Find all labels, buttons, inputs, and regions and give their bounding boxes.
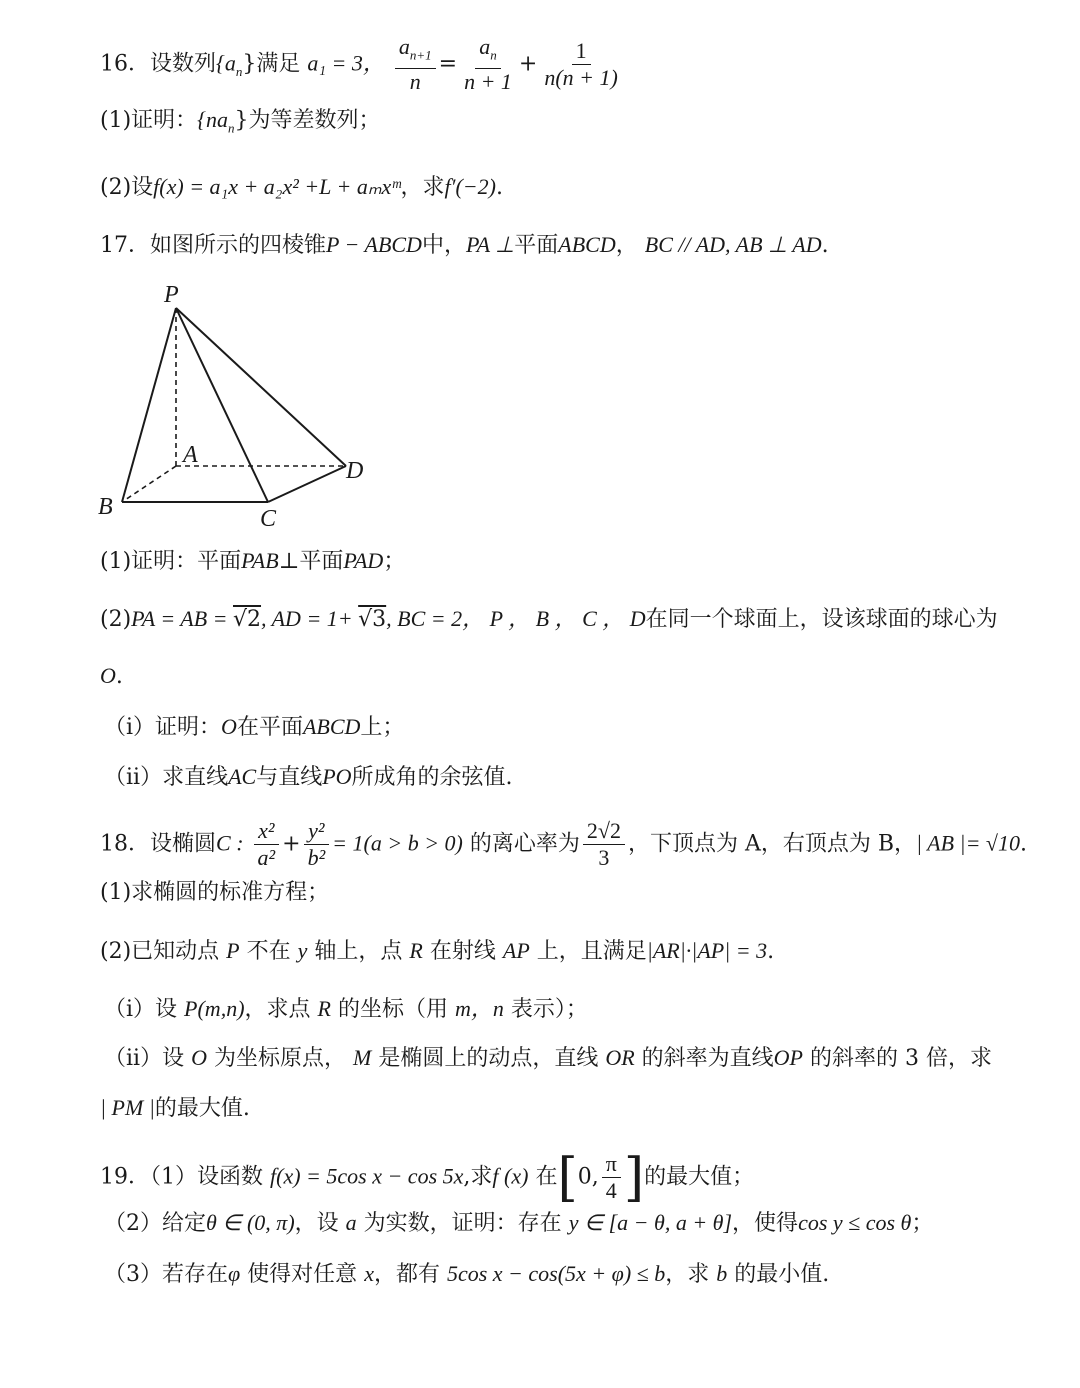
label-B: B [98,494,113,520]
q16-statement: 16．设数列$\{a_n\}$满足 a₁ = 3， $\frac{a_{n+1}}{n}$ = $\frac{a_n}{n + 1}$ + $\frac{1}{n(n + 1)}$ [100,34,625,95]
q17-part1: (1)证明：平面PAB⊥平面PAD； [100,548,406,574]
fraction-eccentricity: $\frac{2√2}{3}$ [583,818,625,871]
q18-sub2: （ii）设 O 为坐标原点， M 是椭圆上的动点，直线 OR 的斜率为直线OP 的斜率的 3 倍，求 [104,1045,992,1071]
q19-part1: 19．（1）设函数 f(x) = 5cos x − cos 5x,求f (x) 在[0, $\frac{\pi}{4}$ ]的最大值； [100,1147,755,1208]
fraction-pi-over-4: $\frac{\pi}{4}$ [602,1151,621,1204]
edge-PB [122,308,176,502]
fraction-one-over-n-n-plus-1: $\frac{1}{n(n + 1)}$ [544,38,618,91]
label-P: P [164,282,179,308]
label-D: D [346,458,364,484]
q18-part2: (2)已知动点 P 不在 y 轴上，点 R 在射线 AP 上，且满足|AR|·|AP| = 3. [100,938,775,964]
edge-PC [176,308,268,502]
q18-statement: 18．设椭圆C : $\frac{\text{x²}}{\text{a²}}$ + $\frac{\text{y²}}{\text{b²}}$ = 1(a > b > 0) 的离心率为 $\frac{2√2}{3}$ ，下顶点为 A，右顶点为 B，| AB |= √10. [100,818,1028,870]
label-A: A [183,442,198,468]
fraction-a-n-over-n-plus-1: $\frac{a_n}{n + 1}$ [464,34,512,95]
pyramid-figure [90,278,390,533]
q17-part2: (2)PA = AB = √2, AD = 1+ √3, BC = 2， P ， B ， C ， D在同一个球面上，设该球面的球心为 [100,606,998,632]
q16-number: 16． [100,51,150,77]
q17-sub1: （i）证明：O在平面ABCD上； [104,714,405,740]
fraction-y2-over-b2: $\frac{\text{y²}}{\text{b²}}$ [304,818,330,871]
q19-part2: （2）给定θ ∈ (0, π)，设 a 为实数，证明：存在 y ∈ [a − θ, a + θ]，使得cos y ≤ cos θ； [104,1210,934,1236]
q18-number: 18． [100,831,150,857]
q16-part1: (1)证明：$\{na_n\}$为等差数列； [100,107,381,136]
q17-number: 17． [100,233,150,258]
fraction-a-n-plus-1-over-n: $\frac{a_{n+1}}{n}$ [395,34,436,95]
edge-CD [268,466,346,502]
label-C: C [260,506,277,532]
q17-statement: 17．如图所示的四棱锥P − ABCD中，PA ⊥平面ABCD， BC // AD, AB ⊥ AD. [100,232,829,258]
edge-PD [176,308,346,466]
q17-part2-cont: O. [100,663,123,689]
q16-part2: (2)设f(x) = a₁x + a₂x² +L + aₘxᵐ，求f′(−2). [100,174,503,200]
q19-part3: （3）若存在φ 使得对任意 x，都有 5cos x − cos(5x + φ) ≤ b，求 b 的最小值. [104,1261,830,1287]
q18-part1: (1)求椭圆的标准方程； [100,880,330,905]
q17-sub2: （ii）求直线AC与直线PO所成角的余弦值. [104,764,513,790]
q19-number: 19． [100,1164,150,1190]
fraction-x2-over-a2: $\frac{\text{x²}}{\text{a²}}$ [254,818,280,871]
q18-sub2-cont: | PM |的最大值. [100,1095,250,1121]
q18-sub1: （i）设 P(m,n)，求点 R 的坐标（用 m，n 表示）； [104,996,588,1022]
